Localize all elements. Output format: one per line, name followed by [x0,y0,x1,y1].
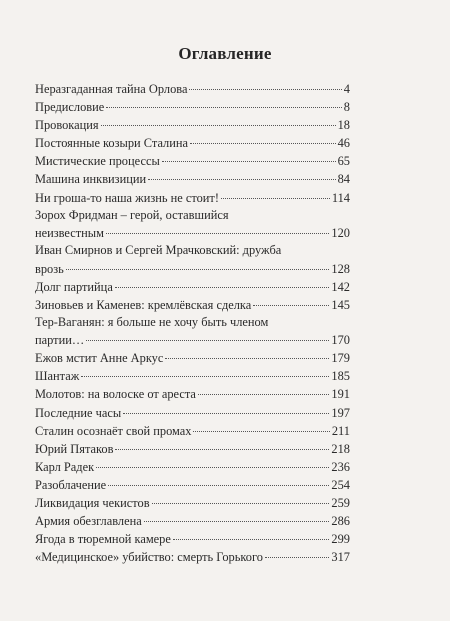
toc-entry-page: 317 [331,550,350,565]
toc-entry [35,189,350,207]
dot-leader [221,198,330,199]
dot-leader [115,287,330,288]
dot-leader [173,539,330,540]
toc-entry-title: Зиновьев и Каменев: кремлёвская сделка [35,297,252,312]
page-title: Оглавление [178,44,272,63]
toc-entry-page: 211 [331,423,350,438]
toc-entry-page: 170 [331,333,350,348]
toc-entry-title-line1: Зорох Фридман – герой, оставшийся [35,207,229,222]
dot-leader [96,467,329,468]
toc-entry-title: Армия обезглавлена [35,514,142,529]
dot-leader [189,89,341,90]
toc-entry [35,80,350,98]
toc-entry-page: 84 [337,172,350,187]
toc-entry-title: Разоблачение [35,477,107,492]
dot-leader [106,233,329,234]
dot-leader [123,413,329,414]
toc-entry-page: 191 [331,387,350,402]
toc-entry-page: 145 [331,297,350,312]
toc-entry-page: 128 [331,261,350,276]
toc-entry-page: 8 [343,100,350,115]
toc-entry-page: 197 [331,405,350,420]
toc-entry [35,278,350,296]
dot-leader [66,269,330,270]
toc-entry [35,349,350,367]
toc-entry [35,134,350,152]
toc-entry-page: 114 [331,190,350,205]
toc-entry-page: 259 [331,496,350,511]
toc-entry-title: Провокация [35,118,99,133]
toc-entry-title: Долг партийца [35,279,113,294]
toc-entry-title: Молотов: на волоске от ареста [35,387,196,402]
toc-entry-page: 236 [331,459,350,474]
toc-entry-title: Сталин осознаёт свой промах [35,423,192,438]
toc-entry-title: Ягода в тюремной камере [35,532,171,547]
table-of-contents [35,80,350,566]
dot-leader [148,179,336,180]
toc-entry [35,170,350,188]
toc-entry-title: Последние часы [35,405,122,420]
toc-entry [35,548,350,566]
toc-entry-page: 185 [331,369,350,384]
dot-leader [198,394,329,395]
toc-entry [35,422,350,440]
toc-entry [35,494,350,512]
toc-entry-page: 4 [343,82,350,96]
toc-entry-page: 142 [331,279,350,294]
dot-leader [190,143,336,144]
dot-leader [165,358,329,359]
toc-entry-page: 286 [331,514,350,529]
toc-entry-title: Мистические процессы [35,154,160,169]
toc-entry [35,440,350,458]
toc-entry-page: 65 [337,154,350,169]
toc-entry-title: Ежов мстит Анне Аркус [35,351,164,366]
toc-entry [35,458,350,476]
toc-entry-title: Ликвидация чекистов [35,496,150,511]
dot-leader [193,431,329,432]
toc-entry-title: Неразгаданная тайна Орлова [35,82,188,96]
toc-entry [35,367,350,385]
toc-entry-page: 218 [331,441,350,456]
toc-entry [35,296,350,314]
dot-leader [106,107,342,108]
toc-entry-title: неизвестным [35,226,104,241]
toc-entry-title: Предисловие [35,100,105,115]
toc-entry [35,314,350,349]
toc-entry-page: 120 [331,226,350,241]
dot-leader [101,125,336,126]
toc-entry-title: «Медицинское» убийство: смерть Горького [35,550,263,565]
toc-entry-title: Шантаж [35,369,80,384]
toc-entry [35,512,350,530]
toc-entry-page: 299 [331,532,350,547]
toc-entry [35,207,350,242]
toc-entry [35,385,350,403]
toc-entry [35,152,350,170]
toc-entry-title: Машина инквизиции [35,172,147,187]
dot-leader [265,557,329,558]
dot-leader [81,376,329,377]
dot-leader [152,503,330,504]
toc-entry-page: 179 [331,351,350,366]
dot-leader [162,161,336,162]
toc-entry-title: Юрий Пятаков [35,441,114,456]
toc-entry-page: 18 [337,118,350,133]
dot-leader [115,449,329,450]
dot-leader [253,305,329,306]
toc-entry-page: 254 [331,477,350,492]
toc-entry [35,116,350,134]
toc-entry-title: партии… [35,333,85,348]
dot-leader [144,521,330,522]
toc-entry-title: Постоянные козыри Сталина [35,136,188,151]
toc-entry-title: Ни гроша-то наша жизнь не стоит! [35,190,219,205]
toc-entry-title: врозь [35,261,64,276]
toc-entry-title-line1: Иван Смирнов и Сергей Мрачковский: дружба [35,243,282,258]
dot-leader [108,485,329,486]
toc-entry [35,530,350,548]
toc-entry [35,98,350,116]
toc-entry [35,404,350,422]
toc-entry [35,242,350,277]
toc-entry-page: 46 [337,136,350,151]
toc-entry-title: Карл Радек [35,459,95,474]
toc-entry-title-line1: Тер-Ваганян: я больше не хочу быть членом [35,314,269,329]
toc-entry [35,476,350,494]
dot-leader [86,340,329,341]
